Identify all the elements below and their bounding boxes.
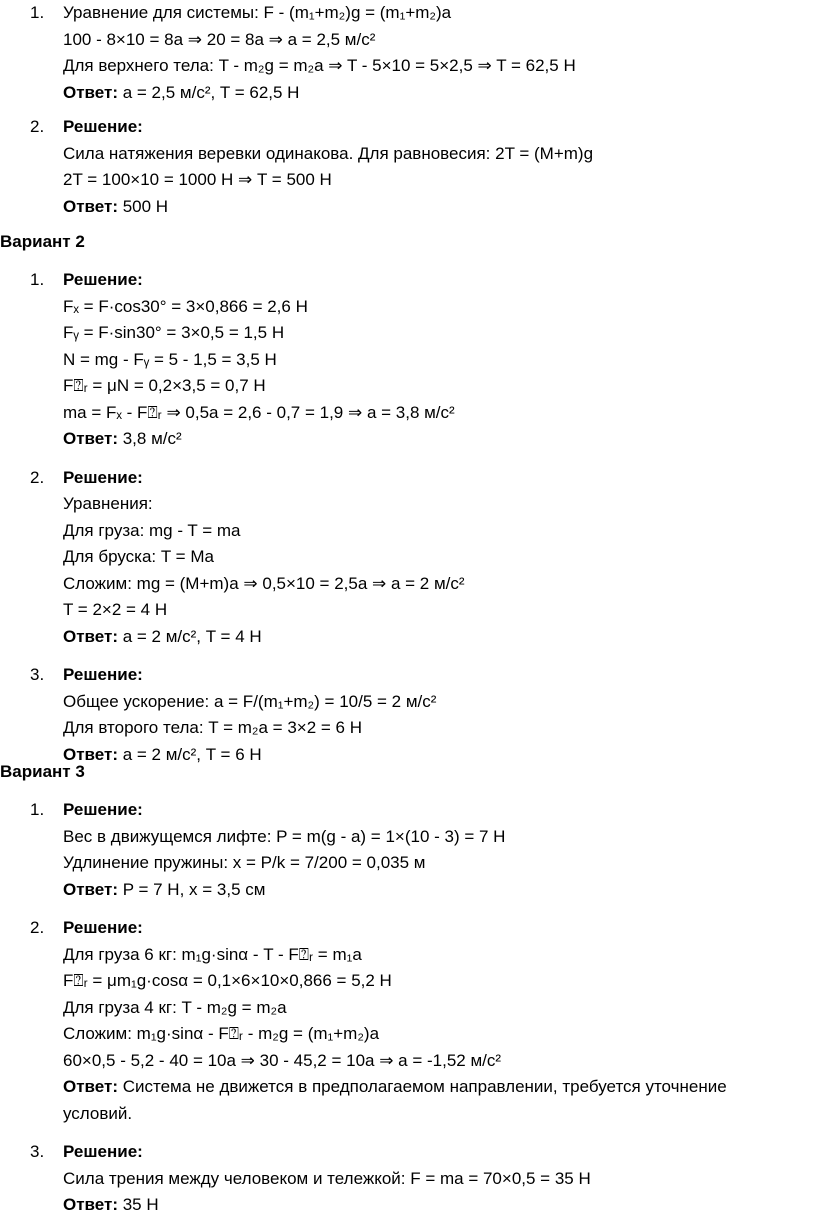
item-number: 2. [30, 117, 45, 136]
text-line: 2T = 100×10 = 1000 Н ⇒ T = 500 Н [63, 170, 332, 189]
solution-label: Решение: [63, 270, 143, 289]
solution-label: Решение: [63, 117, 143, 136]
text-line: Для бруска: T = Ma [63, 547, 214, 566]
item-number: 2. [30, 467, 45, 487]
text-line: Сила натяжения веревки одинакова. Для равновесия: 2T = (M+m)g [63, 143, 594, 163]
answer-line: Ответ: 35 Н [63, 1195, 159, 1214]
text-line: Общее ускорение: a = F/(m₁+m₂) = 10/5 = 2 м/с² [63, 691, 437, 711]
item-number: 2. [30, 918, 45, 937]
item-number: 3. [30, 1142, 45, 1161]
solution-label: Решение: [63, 918, 143, 937]
text-line: T = 2×2 = 4 Н [63, 600, 168, 619]
text-line: Удлинение пружины: x = P/k = 7/200 = 0,035 м [63, 853, 426, 872]
variant-3-heading: Вариант 3 [0, 762, 85, 781]
item-number: 1. [30, 3, 45, 22]
text-line: Сложим: m₁g·sinα - F⍰ᵣ - m₂g = (m₁+m₂)a [63, 1024, 380, 1043]
solution-label: Решение: [63, 665, 143, 684]
item-number: 1. [30, 800, 45, 819]
text-line: ma = Fₓ - F⍰ᵣ ⇒ 0,5a = 2,6 - 0,7 = 1,9 ⇒ a = 3,8 м/с² [63, 402, 455, 422]
problem-item [0, 1139, 816, 1219]
problem-item [0, 465, 816, 651]
text-line: 60×0,5 - 5,2 - 40 = 10a ⇒ 30 - 45,2 = 10a ⇒ a = -1,52 м/с² [63, 1050, 502, 1070]
text-line: 100 - 8×10 = 8a ⇒ 20 = 8a ⇒ a = 2,5 м/с² [63, 29, 376, 49]
text-line: Для груза: mg - T = ma [63, 520, 241, 540]
text-line: Для второго тела: T = m₂a = 3×2 = 6 Н [63, 718, 362, 737]
text-line: Вес в движущемся лифте: P = m(g - a) = 1×(10 - 3) = 7 Н [63, 826, 506, 846]
text-line: Fₓ = F·cos30° = 3×0,866 = 2,6 Н [63, 296, 308, 316]
answer-line: Ответ: P = 7 Н, x = 3,5 см [63, 879, 266, 899]
text-line: N = mg - Fᵧ = 5 - 1,5 = 3,5 Н [63, 349, 277, 369]
text-line: Для верхнего тела: T - m₂g = m₂a ⇒ T - 5×10 = 5×2,5 ⇒ T = 62,5 Н [63, 56, 576, 75]
variant2-list [0, 267, 816, 768]
variant3-list [0, 797, 816, 1219]
item-number: 3. [30, 665, 45, 684]
answer-line: Ответ: Система не движется в предполагаемом направлении, требуется уточнение условий. [63, 1077, 727, 1123]
answer-line: Ответ: a = 2 м/с², T = 4 Н [63, 626, 262, 646]
problem-item [0, 267, 816, 453]
text-line: Сложим: mg = (M+m)a ⇒ 0,5×10 = 2,5a ⇒ a = 2 м/с² [63, 573, 465, 593]
text-line: Уравнение для системы: F - (m₁+m₂)g = (m₁+m₂)a [63, 3, 452, 22]
text-line: Сила трения между человеком и тележкой: F = ma = 70×0,5 = 35 Н [63, 1168, 591, 1188]
answer-line: Ответ: a = 2 м/с², T = 6 Н [63, 744, 262, 764]
text-line: Для груза 6 кг: m₁g·sinα - T - F⍰ᵣ = m₁a [63, 944, 362, 964]
solution-label: Решение: [63, 467, 143, 487]
problem-item [0, 915, 816, 1127]
answer-line: Ответ: 3,8 м/с² [63, 429, 182, 448]
answer-line: Ответ: a = 2,5 м/с², T = 62,5 Н [63, 82, 300, 102]
text-line: F⍰ᵣ = μN = 0,2×3,5 = 0,7 Н [63, 376, 266, 395]
problem-item [0, 0, 816, 102]
problem-item [0, 797, 816, 903]
problem-item [0, 662, 816, 768]
item-number: 1. [30, 270, 45, 289]
text-line: Fᵧ = F·sin30° = 3×0,5 = 1,5 Н [63, 323, 285, 342]
text-line: Для груза 4 кг: T - m₂g = m₂a [63, 997, 287, 1017]
text-line: F⍰ᵣ = μm₁g·cosα = 0,1×6×10×0,866 = 5,2 Н [63, 971, 392, 990]
solution-label: Решение: [63, 1142, 143, 1161]
problem-item [0, 114, 816, 220]
part1-list [0, 0, 816, 220]
solution-label: Решение: [63, 800, 143, 819]
answer-line: Ответ: 500 Н [63, 196, 169, 216]
variant-2-heading: Вариант 2 [0, 232, 85, 251]
text-line: Уравнения: [63, 494, 153, 513]
